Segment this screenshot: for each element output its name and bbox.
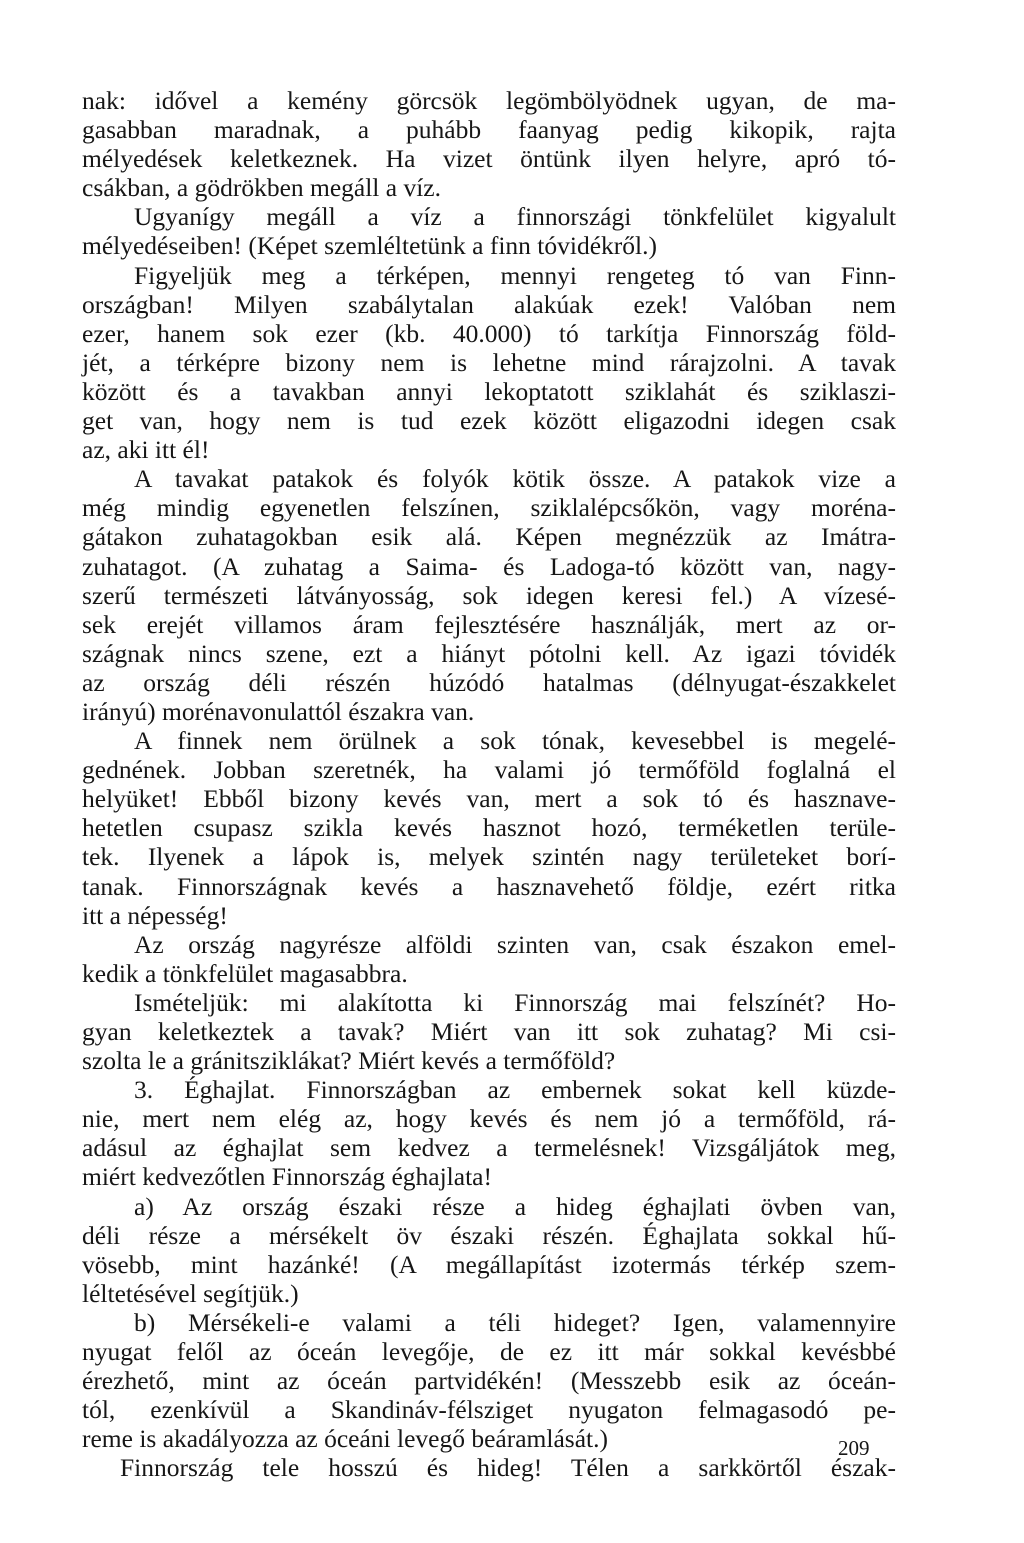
text-line: itt a népesség! [82, 900, 228, 930]
text-line: szolta le a gránitsziklákat? Miért kevés a termőföld? [82, 1046, 616, 1076]
text-line: Az ország nagyrésze alföldi szinten van, csak északon emel- [134, 929, 896, 959]
text-line: csákban, a gödrökben megáll a víz. [82, 173, 441, 203]
text-line: érezhető, mint az óceán partvidékén! (Messzebb esik az óceán- [82, 1366, 896, 1396]
text-line: az ország déli részén húzódó hatalmas (délnyugat-északkelet [82, 667, 896, 697]
text-line: reme is akadályozza az óceáni levegő beáramlását.) [82, 1424, 608, 1454]
page-number: 209 [838, 1436, 870, 1460]
text-line: az, aki itt él! [82, 435, 210, 465]
text-line: nak: idővel a kemény görcsök legömbölyödnek ugyan, de ma- [82, 86, 896, 115]
text-line: b) Mérsékeli-e valami a téli hideget? Igen, valamennyire [134, 1307, 896, 1337]
text-line: Ugyanígy megáll a víz a finnországi tönkfelület kigyalult [134, 202, 896, 232]
text-line: szerű természeti látványosság, sok idegen keresi fel.) A vízesé- [82, 580, 896, 610]
text-line: országban! Milyen szabálytalan alakúak ezek! Valóban nem [82, 289, 896, 319]
text-line: tek. Ilyenek a lápok is, melyek szintén nagy területeket borí- [82, 842, 896, 872]
text-line: szágnak nincs szene, ezt a hiányt pótolni kell. Az igazi tóvidék [82, 638, 896, 668]
text-line: A finnek nem örülnek a sok tónak, kevesebbel is megelé- [134, 726, 896, 756]
text-line: nyugat felől az óceán levegője, de ez itt már sokkal kevésbbé [82, 1337, 896, 1367]
text-line: vösebb, mint hazánké! (A megállapítást izotermás térkép szem- [82, 1249, 896, 1279]
text-line: kedik a tönkfelület magasabbra. [82, 958, 408, 988]
text-line: Finnország tele hosszú és hideg! Télen a sarkkörtől észak- [120, 1453, 896, 1483]
text-line: déli része a mérsékelt öv északi részén. Éghajlata sokkal hű- [82, 1220, 896, 1250]
text-line: a) Az ország északi része a hideg éghajlati övben van, [134, 1191, 896, 1221]
text-line: helyüket! Ebből bizony kevés van, mert a sok tó és hasznave- [82, 784, 896, 814]
text-line: között és a tavakban annyi lekoptatott sziklahát és sziklaszi- [82, 376, 896, 406]
text-line: irányú) morénavonulattól északra van. [82, 696, 475, 726]
text-line: nie, mert nem elég az, hogy kevés és nem jó a termőföld, rá- [82, 1104, 896, 1134]
page-text [82, 86, 896, 1483]
text-line: még mindig egyenetlen felszínen, sziklalépcsőkön, vagy moréna- [82, 493, 896, 523]
text-line: tól, ezenkívül a Skandináv-félsziget nyugaton felmagasodó pe- [82, 1395, 896, 1425]
text-line: gátakon zuhatagokban esik alá. Képen megnézzük az Imátra- [82, 522, 896, 552]
text-line: sek erejét villamos áram fejlesztésére használják, mert az or- [82, 609, 896, 639]
text-line: gednének. Jobban szeretnék, ha valami jó termőföld foglalná el [82, 755, 896, 785]
text-line: get van, hogy nem is tud ezek között eligazodni idegen csak [82, 406, 896, 436]
text-line: Ismételjük: mi alakította ki Finnország mai felszínét? Ho- [134, 987, 896, 1017]
text-line: léltetésével segítjük.) [82, 1278, 299, 1308]
text-line: ezer, hanem sok ezer (kb. 40.000) tó tarkítja Finnország föld- [82, 318, 896, 348]
text-line: gyan keletkeztek a tavak? Miért van itt sok zuhatag? Mi csi- [82, 1017, 896, 1046]
text-line: mélyedések keletkeznek. Ha vizet öntünk ilyen helyre, apró tó- [82, 144, 896, 174]
text-line: 3. Éghajlat. Finnországban az embernek sokat kell küzde- [134, 1075, 896, 1105]
text-line: tanak. Finnországnak kevés a hasznavehető földje, ezért ritka [82, 871, 896, 901]
text-line: A tavakat patakok és folyók kötik össze. A patakok vize a [134, 464, 896, 494]
text-line: mélyedéseiben! (Képet szemléltetünk a finn tóvidékről.) [82, 231, 657, 261]
text-line: jét, a térképre bizony nem is lehetne mind rárajzolni. A tavak [82, 347, 896, 377]
text-line: zuhatagot. (A zuhatag a Saima- és Ladoga-tó között van, nagy- [82, 551, 896, 581]
text-line: Figyeljük meg a térképen, mennyi rengeteg tó van Finn- [134, 260, 896, 290]
text-line: gasabban maradnak, a puhább faanyag pedig kikopik, rajta [82, 115, 896, 145]
text-line: adásul az éghajlat sem kedvez a termelésnek! Vizsgáljátok meg, [82, 1133, 896, 1163]
text-line: miért kedvezőtlen Finnország éghajlata! [82, 1162, 492, 1192]
text-line: hetetlen csupasz szikla kevés hasznot hozó, terméketlen terüle- [82, 813, 896, 843]
